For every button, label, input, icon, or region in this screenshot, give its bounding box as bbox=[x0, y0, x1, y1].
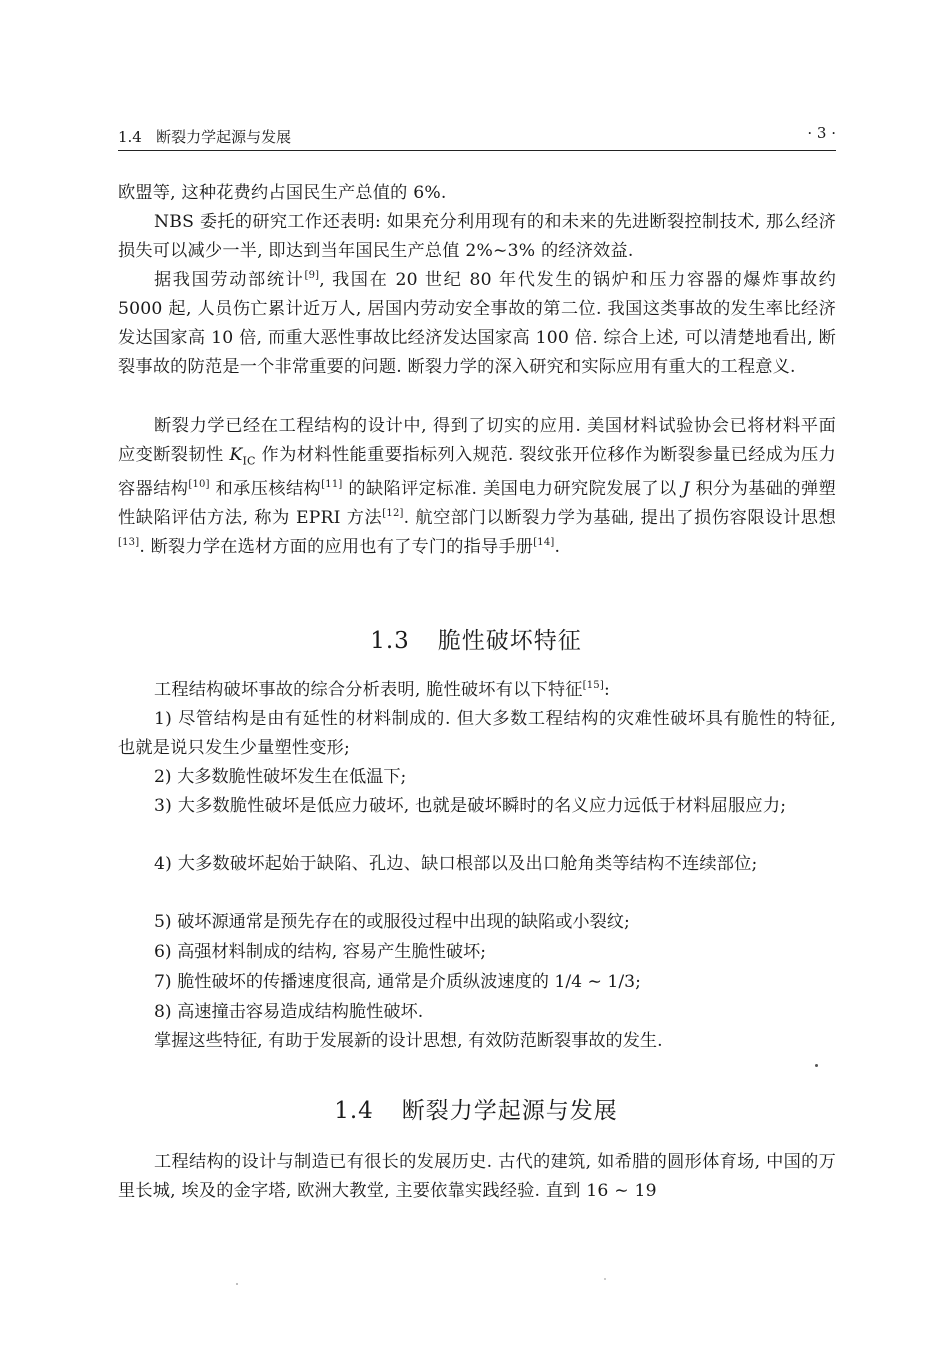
p5-text-a: 工程结构破坏事故的综合分析表明, 脆性破坏有以下特征 bbox=[154, 680, 583, 700]
scan-speck-3 bbox=[604, 1278, 606, 1280]
paragraph-3 bbox=[118, 266, 836, 382]
section-1-3-title: 脆性破坏特征 bbox=[437, 628, 582, 654]
page-number: · 3 · bbox=[807, 124, 836, 142]
list-item-2: 2) 大多数脆性破坏发生在低温下; bbox=[154, 767, 407, 787]
citation-10: [10] bbox=[188, 479, 210, 491]
section-heading-1-3 bbox=[0, 622, 952, 655]
running-header bbox=[118, 122, 836, 151]
paragraph-5 bbox=[118, 676, 836, 705]
scan-speck-2 bbox=[236, 1283, 238, 1285]
header-section-number: 1.4 bbox=[118, 128, 142, 146]
header-section bbox=[118, 126, 291, 147]
list-item-5: 5) 破坏源通常是预先存在的或服役过程中出现的缺陷或小裂纹; bbox=[154, 912, 630, 932]
section-1-4-title: 断裂力学起源与发展 bbox=[401, 1098, 618, 1124]
section-1-3-number: 1.3 bbox=[370, 628, 410, 654]
citation-12: [12] bbox=[382, 508, 404, 520]
p4-text-c: 和承压核结构 bbox=[209, 479, 322, 500]
p4-text-h: . bbox=[554, 537, 561, 558]
paragraph-6: 掌握这些特征, 有助于发展新的设计思想, 有效防范断裂事故的发生. bbox=[154, 1031, 663, 1051]
scan-speck bbox=[815, 1064, 818, 1067]
p4-text-a: 断裂力学已经在工程结构的设计中, 得到了切实的应用. 美国材料试验协会已将材料平面应变断裂韧性 bbox=[118, 416, 836, 465]
kic-symbol: K bbox=[229, 445, 243, 465]
citation-14: [14] bbox=[533, 537, 555, 549]
p4-text-e: 积分为基础的弹塑性缺陷评估方法, 称为 EPRI 方法 bbox=[118, 479, 836, 529]
citation-9: [9] bbox=[304, 270, 320, 281]
kic-subscript: IC bbox=[242, 454, 256, 468]
list-item-4: 4) 大多数破坏起始于缺陷、孔边、缺口根部以及出口舱角类等结构不连续部位; bbox=[154, 854, 758, 874]
p4-text-g: . 断裂力学在选材方面的应用也有了专门的指导手册 bbox=[139, 537, 534, 558]
citation-15: [15] bbox=[582, 680, 604, 691]
p3-text-a: 据我国劳动部统计 bbox=[154, 270, 305, 290]
paragraph-1: 欧盟等, 这种花费约占国民生产总值的 6%. bbox=[118, 183, 447, 203]
list-item-1: 1) 尽管结构是由有延性的材料制成的. 但大多数工程结构的灾难性破坏具有脆性的特征, 也就是说只发生少量塑性变形; bbox=[118, 709, 836, 758]
j-symbol: J bbox=[682, 479, 690, 500]
list-item-7: 7) 脆性破坏的传播速度很高, 通常是介质纵波速度的 1/4 ∼ 1/3; bbox=[154, 972, 641, 992]
section-heading-1-4 bbox=[0, 1092, 952, 1125]
paragraph-4 bbox=[118, 412, 836, 562]
header-section-title: 断裂力学起源与发展 bbox=[156, 128, 292, 146]
paragraph-7: 工程结构的设计与制造已有很长的发展历史. 古代的建筑, 如希腊的圆形体育场, 中国的万里长城, 埃及的金字塔, 欧洲大教堂, 主要依靠实践经验. 直到 16 ∼ 19 bbox=[118, 1152, 836, 1201]
p3-text-b: , 我国在 20 世纪 80 年代发生的锅炉和压力容器的爆炸事故约 5000 起, 人员伤亡累计近万人, 居国内劳动安全事故的第二位. 我国这类事故的发生率比经济发达国家高 10 倍, 而重大恶性事故比经济发达国家高 100 倍. 综合上述, 可以清楚地看出, 断裂事故的防范是一个非常重要的问题. 断裂力学的深入研究和实际应用有重大的工程意义. bbox=[118, 270, 837, 377]
section-1-4-number: 1.4 bbox=[334, 1098, 374, 1124]
list-item-6: 6) 高强材料制成的结构, 容易产生脆性破坏; bbox=[154, 942, 487, 962]
paragraph-2: NBS 委托的研究工作还表明: 如果充分利用现有的和未来的先进断裂控制技术, 那么经济损失可以减少一半, 即达到当年国民生产总值 2%∼3% 的经济效益. bbox=[118, 212, 836, 261]
list-item-8: 8) 高速撞击容易造成结构脆性破坏. bbox=[154, 1002, 424, 1022]
p4-text-f: . 航空部门以断裂力学为基础, 提出了损伤容限设计思想 bbox=[403, 508, 836, 529]
p5-text-b: : bbox=[603, 680, 610, 700]
list-item-3: 3) 大多数脆性破坏是低应力破坏, 也就是破坏瞬时的名义应力远低于材料屈服应力; bbox=[154, 796, 787, 816]
citation-13: [13] bbox=[118, 537, 140, 549]
citation-11: [11] bbox=[321, 479, 343, 491]
p4-text-d: 的缺陷评定标准. 美国电力研究院发展了以 bbox=[342, 479, 683, 500]
p4-text-b: 作为材料性能重要指标列入规范. 裂纹张开位移作为断裂参量已经成为压力容器结构 bbox=[118, 445, 836, 500]
